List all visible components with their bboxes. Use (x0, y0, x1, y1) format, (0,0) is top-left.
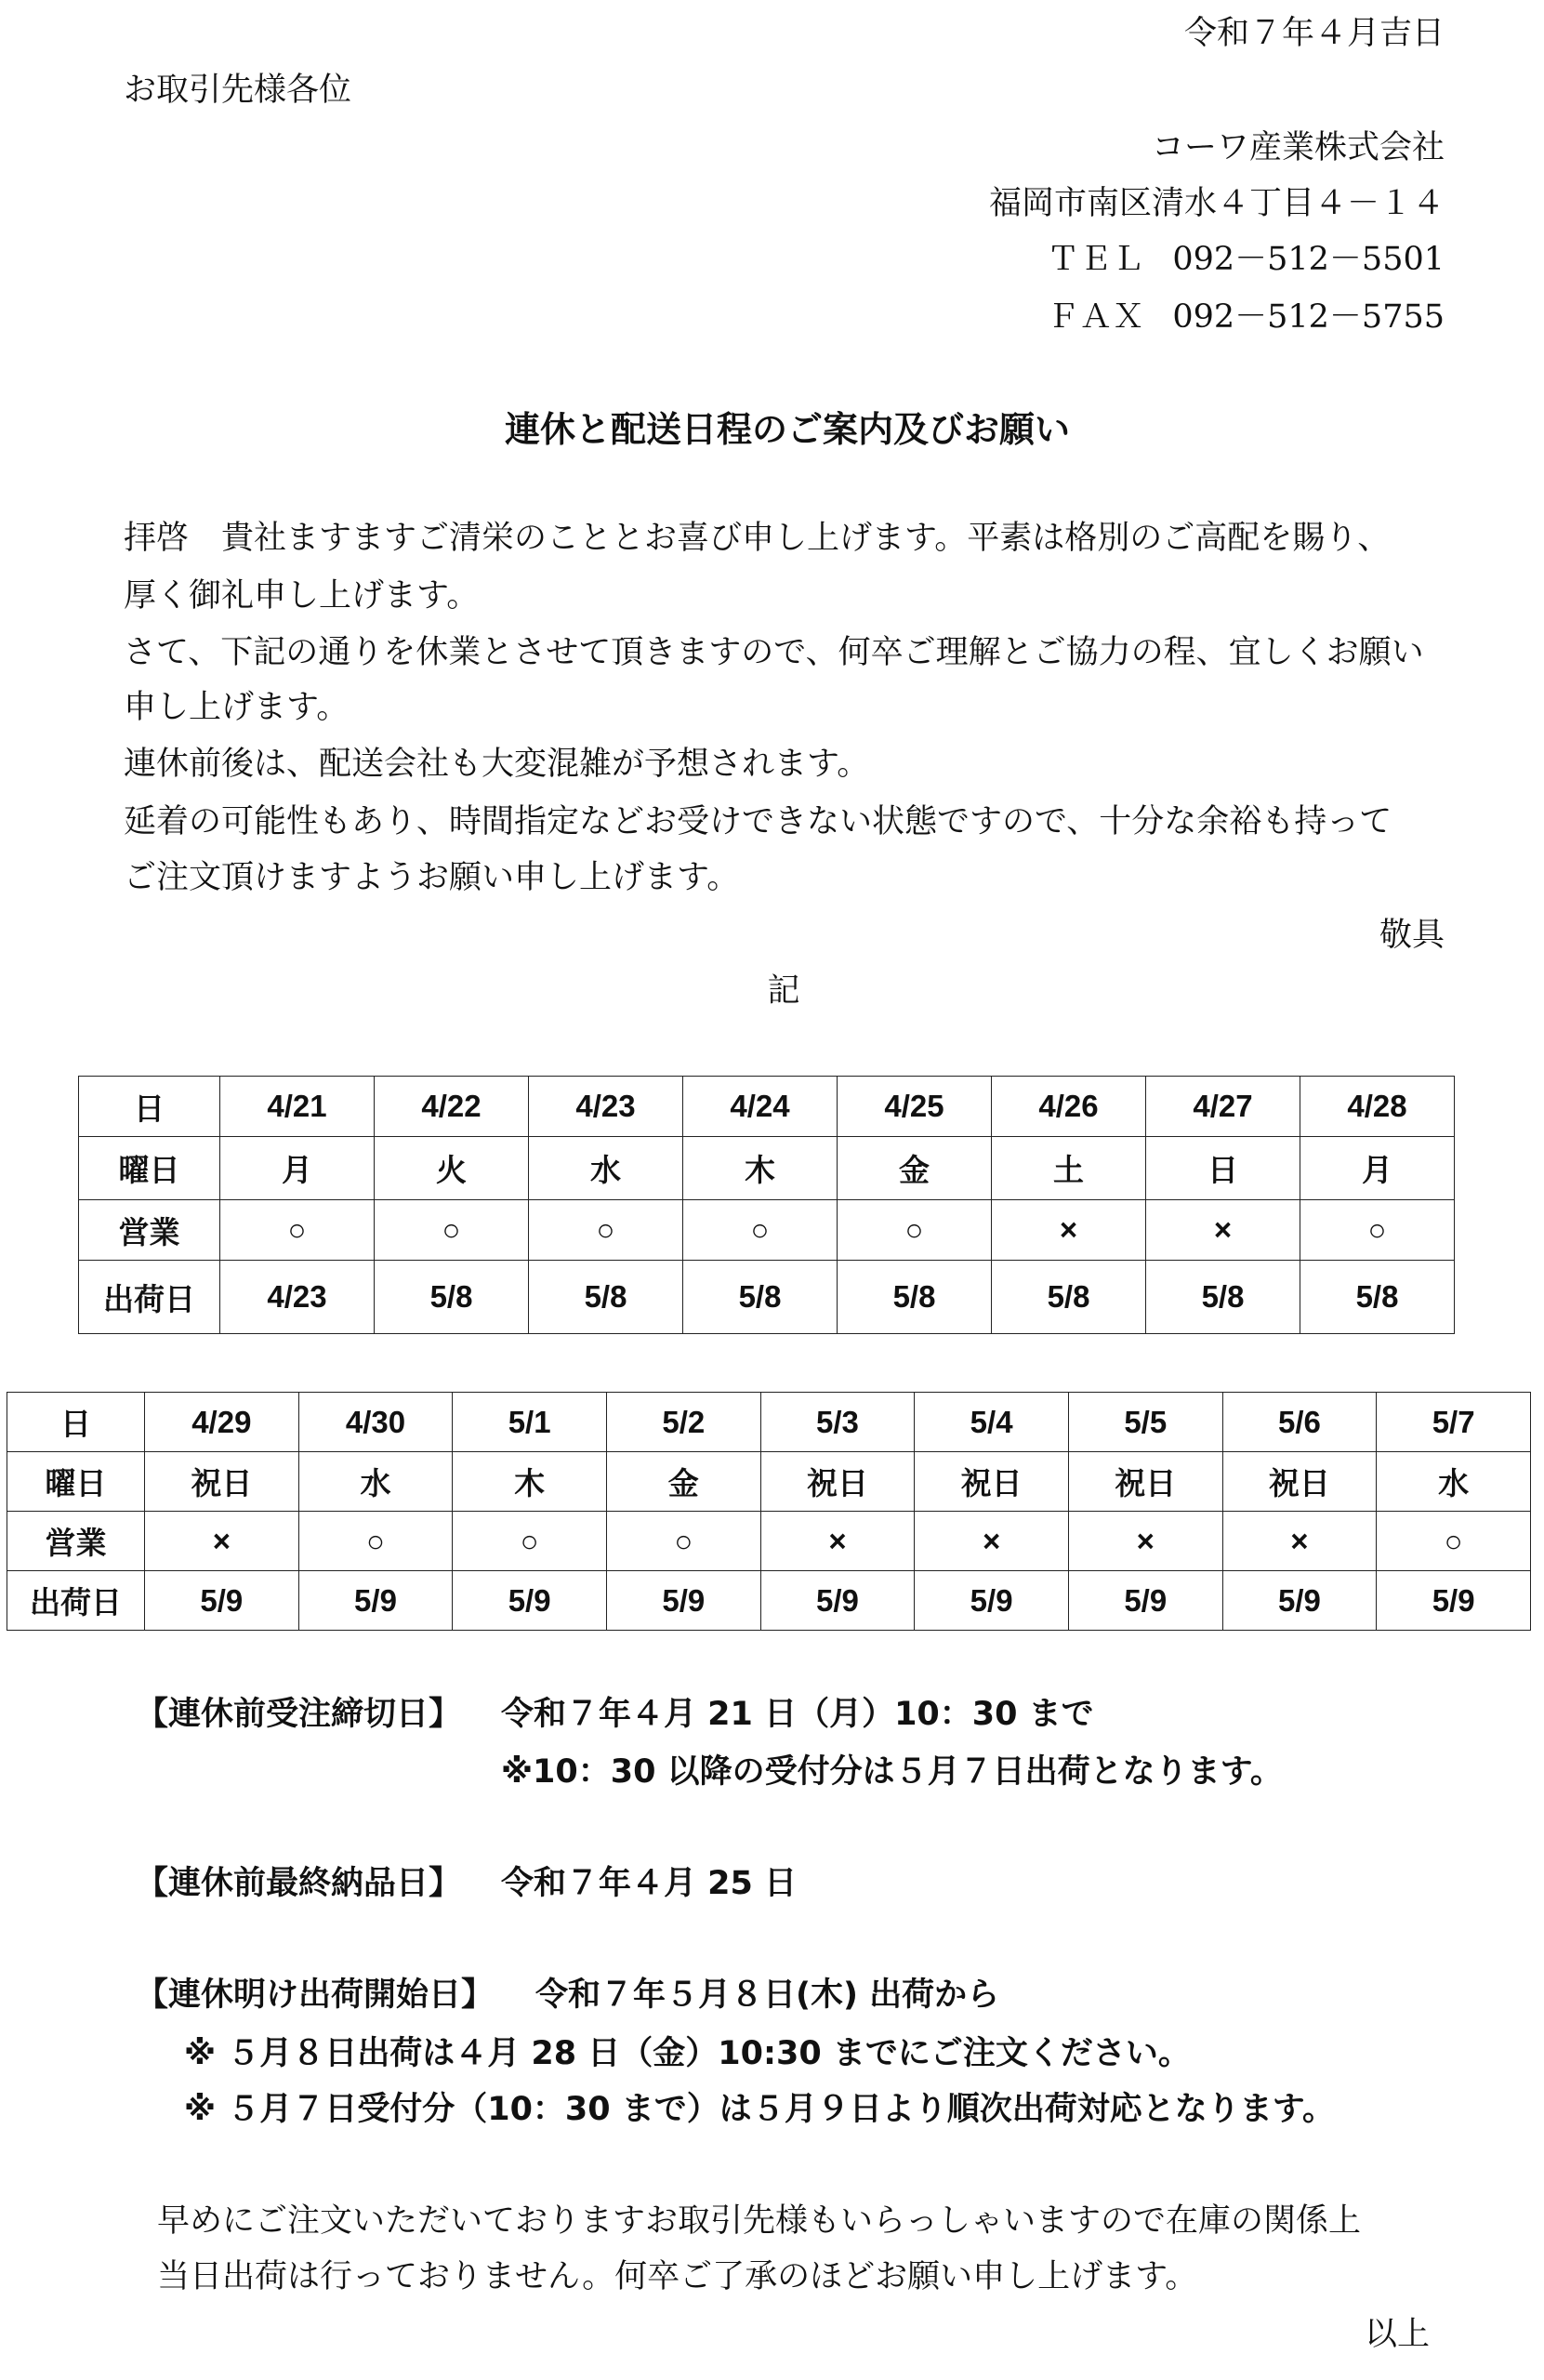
weekday-cell: 月 (220, 1137, 375, 1200)
ship-date-cell: 5/9 (915, 1571, 1069, 1631)
body-line: 拝啓 貴社ますますご清栄のこととお喜び申し上げます。平素は格別のご高配を賜り、 (124, 520, 1391, 557)
weekday-cell: 水 (529, 1137, 683, 1200)
business-status-cell: × (1222, 1512, 1377, 1571)
shipping-restart-note: ※ ５月８日出荷は４月 28 日（金）10:30 までにご注文ください。 (184, 2035, 1191, 2072)
weekday-cell: 水 (1377, 1452, 1531, 1512)
weekday-cell: 火 (375, 1137, 529, 1200)
company-address: 福岡市南区清水４丁目４－１４ (988, 185, 1445, 222)
table-row-ship-date (79, 1261, 1455, 1334)
last-delivery-label: 【連休前最終納品日】 (136, 1865, 462, 1902)
tel-label: ＴＥＬ (1047, 241, 1145, 278)
shipping-restart-label: 【連休明け出荷開始日】 (136, 1977, 495, 2014)
business-status-cell: × (145, 1512, 299, 1571)
weekday-cell: 水 (298, 1452, 453, 1512)
date-cell: 4/29 (145, 1393, 299, 1452)
order-cutoff-value: 令和７年４月 21 日（月）10：30 まで (501, 1696, 1094, 1733)
ship-date-cell: 4/23 (220, 1261, 375, 1334)
row-label-ship-date: 出荷日 (79, 1261, 220, 1334)
body-line: 連休前後は、配送会社も大変混雑が予想されます。 (124, 746, 870, 783)
ship-date-cell: 5/9 (1377, 1571, 1531, 1631)
document-title: 連休と配送日程のご案内及びお願い (504, 409, 1071, 450)
business-status-cell: ○ (1300, 1200, 1455, 1261)
table-row-date (7, 1393, 1531, 1452)
shipping-restart-note: ※ ５月７日受付分（10：30 まで）は５月９日より順次出荷対応となります。 (184, 2091, 1336, 2128)
ship-date-cell: 5/9 (453, 1571, 607, 1631)
ship-date-cell: 5/9 (145, 1571, 299, 1631)
row-label-weekday: 曜日 (7, 1452, 145, 1512)
table-row-weekday (79, 1137, 1455, 1200)
last-delivery-value: 令和７年４月 25 日 (501, 1865, 798, 1902)
tel-line (1047, 240, 1445, 279)
weekday-cell: 金 (606, 1452, 760, 1512)
date-cell: 5/7 (1377, 1393, 1531, 1452)
ship-date-cell: 5/8 (1146, 1261, 1300, 1334)
ship-date-cell: 5/9 (1068, 1571, 1222, 1631)
weekday-cell: 月 (1300, 1137, 1455, 1200)
weekday-cell: 木 (683, 1137, 838, 1200)
issue-date: 令和７年４月吉日 (1183, 15, 1445, 52)
tel-number: 092－512－5501 (1172, 241, 1445, 278)
date-cell: 4/30 (298, 1393, 453, 1452)
order-cutoff-label: 【連休前受注締切日】 (136, 1696, 462, 1733)
body-line: ご注文頂けますようお願い申し上げます。 (124, 859, 740, 896)
date-cell: 4/25 (838, 1077, 992, 1137)
date-cell: 4/27 (1146, 1077, 1300, 1137)
weekday-cell: 金 (838, 1137, 992, 1200)
row-label-business: 営業 (7, 1512, 145, 1571)
table-row-business (79, 1200, 1455, 1261)
row-label-date: 日 (79, 1077, 220, 1137)
weekday-cell: 祝日 (145, 1452, 299, 1512)
business-status-cell: ○ (838, 1200, 992, 1261)
table-row-business (7, 1512, 1531, 1571)
ship-date-cell: 5/8 (529, 1261, 683, 1334)
date-cell: 4/28 (1300, 1077, 1455, 1137)
date-cell: 4/21 (220, 1077, 375, 1137)
business-status-cell: × (992, 1200, 1146, 1261)
business-status-cell: ○ (606, 1512, 760, 1571)
table-row-date (79, 1077, 1455, 1137)
date-cell: 4/23 (529, 1077, 683, 1137)
weekday-cell: 祝日 (760, 1452, 915, 1512)
business-status-cell: × (1068, 1512, 1222, 1571)
business-status-cell: ○ (453, 1512, 607, 1571)
business-status-cell: ○ (375, 1200, 529, 1261)
body-line: 申し上げます。 (124, 689, 350, 726)
ship-date-cell: 5/8 (992, 1261, 1146, 1334)
weekday-cell: 日 (1146, 1137, 1300, 1200)
date-cell: 5/6 (1222, 1393, 1377, 1452)
business-status-cell: ○ (683, 1200, 838, 1261)
business-status-cell: ○ (298, 1512, 453, 1571)
ship-date-cell: 5/8 (375, 1261, 529, 1334)
company-name: コーワ産業株式会社 (1151, 129, 1445, 166)
business-status-cell: ○ (1377, 1512, 1531, 1571)
fax-number: 092－512－5755 (1172, 298, 1445, 336)
row-label-weekday: 曜日 (79, 1137, 220, 1200)
date-cell: 5/4 (915, 1393, 1069, 1452)
date-cell: 5/2 (606, 1393, 760, 1452)
business-status-cell: ○ (529, 1200, 683, 1261)
date-cell: 4/24 (683, 1077, 838, 1137)
business-status-cell: ○ (220, 1200, 375, 1261)
body-line: 延着の可能性もあり、時間指定などお受けできない状態ですので、十分な余裕も持って (124, 803, 1392, 840)
business-status-cell: × (1146, 1200, 1300, 1261)
ship-date-cell: 5/9 (298, 1571, 453, 1631)
recipient: お取引先様各位 (124, 72, 352, 109)
closing-word: 敬具 (1379, 917, 1445, 954)
table-row-ship-date (7, 1571, 1531, 1631)
footer-line: 当日出荷は行っておりません。何卒ご了承のほどお願い申し上げます。 (157, 2258, 1198, 2295)
business-status-cell: × (915, 1512, 1069, 1571)
end-mark: 以上 (1364, 2316, 1430, 2353)
ship-date-cell: 5/9 (606, 1571, 760, 1631)
row-label-date: 日 (7, 1393, 145, 1452)
weekday-cell: 祝日 (915, 1452, 1069, 1512)
schedule-table-2 (7, 1392, 1531, 1631)
date-cell: 4/26 (992, 1077, 1146, 1137)
weekday-cell: 祝日 (1222, 1452, 1377, 1512)
date-cell: 5/3 (760, 1393, 915, 1452)
ship-date-cell: 5/8 (683, 1261, 838, 1334)
table-row-weekday (7, 1452, 1531, 1512)
ship-date-cell: 5/8 (838, 1261, 992, 1334)
body-line: 厚く御礼申し上げます。 (124, 577, 480, 615)
weekday-cell: 木 (453, 1452, 607, 1512)
ki-heading: 記 (767, 972, 800, 1010)
schedule-table-1 (78, 1076, 1455, 1334)
fax-line (1047, 298, 1445, 337)
date-cell: 5/1 (453, 1393, 607, 1452)
date-cell: 4/22 (375, 1077, 529, 1137)
ship-date-cell: 5/9 (1222, 1571, 1377, 1631)
ship-date-cell: 5/9 (760, 1571, 915, 1631)
date-cell: 5/5 (1068, 1393, 1222, 1452)
weekday-cell: 土 (992, 1137, 1146, 1200)
ship-date-cell: 5/8 (1300, 1261, 1455, 1334)
shipping-restart-value: 令和７年５月８日(木) 出荷から (535, 1977, 1000, 2014)
body-line: さて、下記の通りを休業とさせて頂きますので、何卒ご理解とご協力の程、宜しくお願い (124, 634, 1424, 671)
footer-line: 早めにご注文いただいておりますお取引先様もいらっしゃいますので在庫の関係上 (157, 2202, 1362, 2240)
row-label-ship-date: 出荷日 (7, 1571, 145, 1631)
weekday-cell: 祝日 (1068, 1452, 1222, 1512)
business-status-cell: × (760, 1512, 915, 1571)
fax-label: ＦＡＸ (1047, 298, 1145, 336)
order-cutoff-note: ※10：30 以降の受付分は５月７日出荷となります。 (501, 1753, 1283, 1791)
row-label-business: 営業 (79, 1200, 220, 1261)
